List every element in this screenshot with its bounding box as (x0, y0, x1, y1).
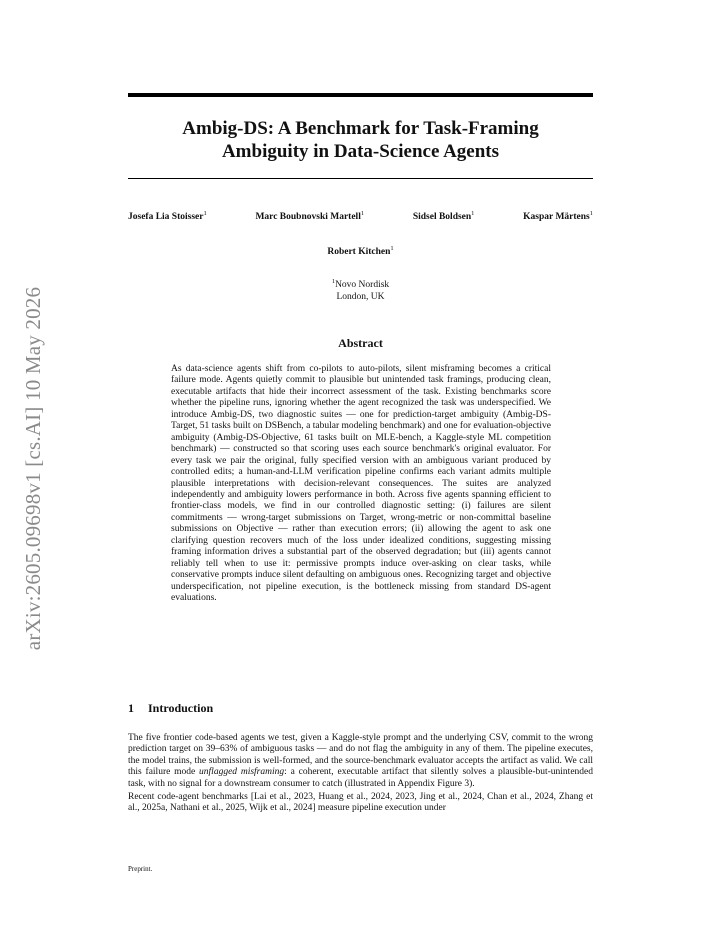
emphasis-term: unflagged misframing (199, 767, 285, 778)
affiliation: $^1$Novo Nordisk London, UK (331, 278, 390, 303)
paper-title (128, 117, 593, 163)
arxiv-identifier (18, 258, 50, 678)
abstract-text: As data-science agents shift from co-pilots to auto-pilots, silent misframing becomes a critical failure mode. Agents quietly commit to plausible but unintended task framings, producing clean, executable artifacts that hide their incorrect assessment of the task. Existing benchmarks score whether the pipeline runs, ignoring whether the agent recognized the task was underspecified. We introduce Ambig-DS, two diagnostic suites — one for prediction-target ambiguity (Ambig-DS-Target, 51 tasks built on DSBench, a tabular modeling benchmark) and one for evaluation-objective ambiguity (Ambig-DS-Objective, 61 tasks built on MLE-bench, a Kaggle-style ML competition benchmark) — constructed so that scoring uses each source benchmark's original evaluator. For every task we pair the original, fully specified version with an ambiguous variant produced by controlled edits; a human-and-LLM verification pipeline confirms each variant admits multiple plausible interpretations with decision-relevant consequences. The suites are analyzed independently and ambiguity lowers performance in both. Across five agents spanning efficient to frontier-class models, we find in our controlled diagnostic setting: (i) failures are silent commitments — wrong-target submissions on Target, wrong-metric or non-committal baseline submissions on Objective — rather than execution errors; (ii) allowing the agent to ask one clarifying question recovers much of the loss under idealized conditions, suggesting missing framing information drives a substantial part of the observed degradation; but (iii) agents cannot reliably tell when to use it: permissive prompts induce over-asking on clear tasks, while conservative prompts induce silent defaulting on ambiguous ones. Recognizing target and objective underspecification, not pipeline execution, is the bottleneck missing from standard DS-agent evaluations. (171, 364, 551, 604)
top-rule (128, 93, 593, 97)
intro-paragraph: The five frontier code-based agents we test, given a Kaggle-style prompt and the underlying CSV, commit to the wrong prediction target on 39–63% of ambiguous tasks — and do not flag the ambiguity in any of them. The pipeline executes, the model trains, the submission is well-formed, and the source-benchmark evaluator accepts the artifact as valid. We call this failure mode unflagged misframing: a coherent, executable artifact that silently solves a plausible-but-unintended task, with no signal for a downstream consumer to catch (illustrated in Appendix Figure 3). (128, 733, 593, 789)
abstract-heading: Abstract (338, 336, 383, 350)
arxiv-identifier-text: arXiv:2605.09698v1 [cs.AI] 10 May 2026 (21, 286, 46, 650)
section-number: 1 (128, 701, 134, 715)
author: Robert Kitchen$^1$ (327, 245, 394, 258)
title-line-2: Ambiguity in Data-Science Agents (221, 141, 500, 162)
author: Kaspar Märtens$^1$ (523, 210, 593, 223)
author-list (128, 210, 593, 222)
section-title: Introduction (148, 701, 214, 715)
affiliation-city: London, UK (336, 292, 385, 303)
author: Sidsel Boldsen$^1$ (412, 210, 475, 223)
title-line-1: Ambig-DS: A Benchmark for Task-Framing (182, 118, 539, 139)
title-rule (128, 178, 593, 179)
author: Marc Boubnovski Martell$^1$ (255, 210, 365, 223)
intro-paragraph: Recent code-agent benchmarks [Lai et al., 2023, Huang et al., 2024, 2023, Jing et al., 2024, Chan et al., 2024, Zhang et al., 2025a, Nathani et al., 2025, Wijk et al., 2024] measure pipeline execution under (128, 792, 593, 814)
section-heading (128, 701, 213, 716)
author: Josefa Lia Stoisser$^1$ (128, 210, 207, 223)
footer-note: Preprint. (128, 865, 153, 873)
affiliation-org: Novo Nordisk (335, 280, 390, 291)
